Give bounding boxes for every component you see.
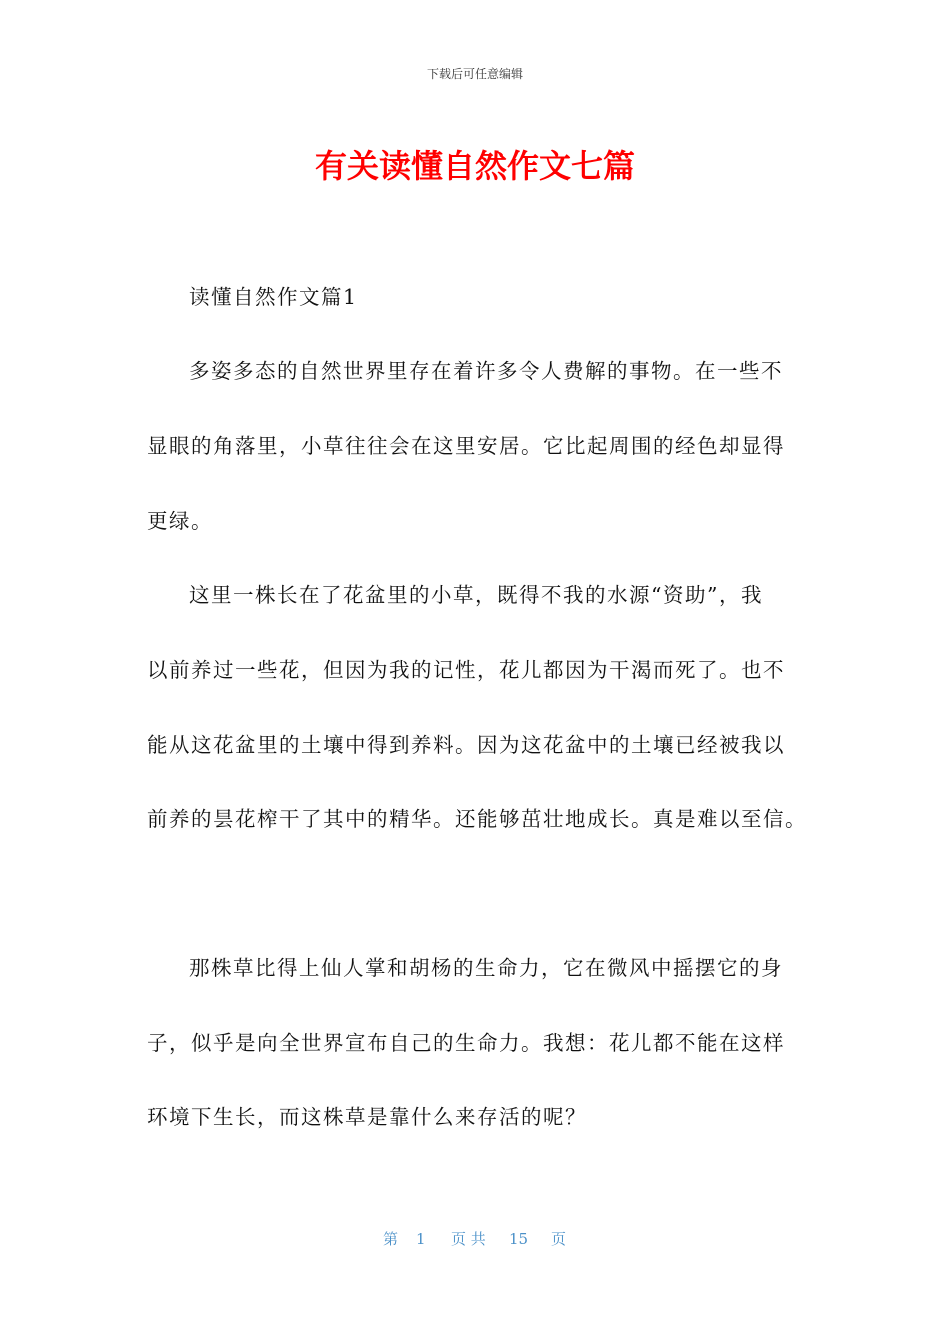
page-header: 下载后可任意编辑 bbox=[426, 67, 523, 81]
page-prefix: 第 bbox=[383, 1230, 399, 1248]
paragraph-line: 显眼的角落里，小草往往会在这里安居。它比起周围的经色却显得 bbox=[147, 434, 785, 458]
paragraph-line: 那株草比得上仙人掌和胡杨的生命力，它在微风中摇摆它的身 bbox=[189, 956, 783, 980]
paragraph-line: 环境下生长，而这株草是靠什么来存活的呢？ bbox=[147, 1105, 587, 1129]
document-title: 有关读懂自然作文七篇 bbox=[314, 147, 635, 185]
paragraph-line: 多姿多态的自然世界里存在着许多令人费解的事物。在一些不 bbox=[189, 359, 783, 383]
total-pages-number: 15 bbox=[509, 1230, 529, 1248]
paragraph-line: 更绿。 bbox=[147, 509, 213, 533]
paragraph-line: 子，似乎是向全世界宣布自己的生命力。我想：花儿都不能在这样 bbox=[147, 1031, 785, 1055]
paragraph-line: 能从这花盆里的土壤中得到养料。因为这花盆中的土壤已经被我以 bbox=[147, 733, 785, 757]
page-mid-label: 页 共 bbox=[451, 1230, 486, 1248]
section-heading: 读懂自然作文篇1 bbox=[189, 285, 358, 309]
page-suffix: 页 bbox=[551, 1230, 567, 1248]
paragraph-line: 前养的昙花榨干了其中的精华。还能够茁壮地成长。真是难以至信。 bbox=[147, 807, 807, 831]
current-page-number: 1 bbox=[416, 1230, 426, 1248]
paragraph-line: 以前养过一些花，但因为我的记性，花儿都因为干渴而死了。也不 bbox=[147, 658, 785, 682]
paragraph-line: 这里一株长在了花盆里的小草，既得不我的水源“资助”，我 bbox=[189, 583, 763, 607]
